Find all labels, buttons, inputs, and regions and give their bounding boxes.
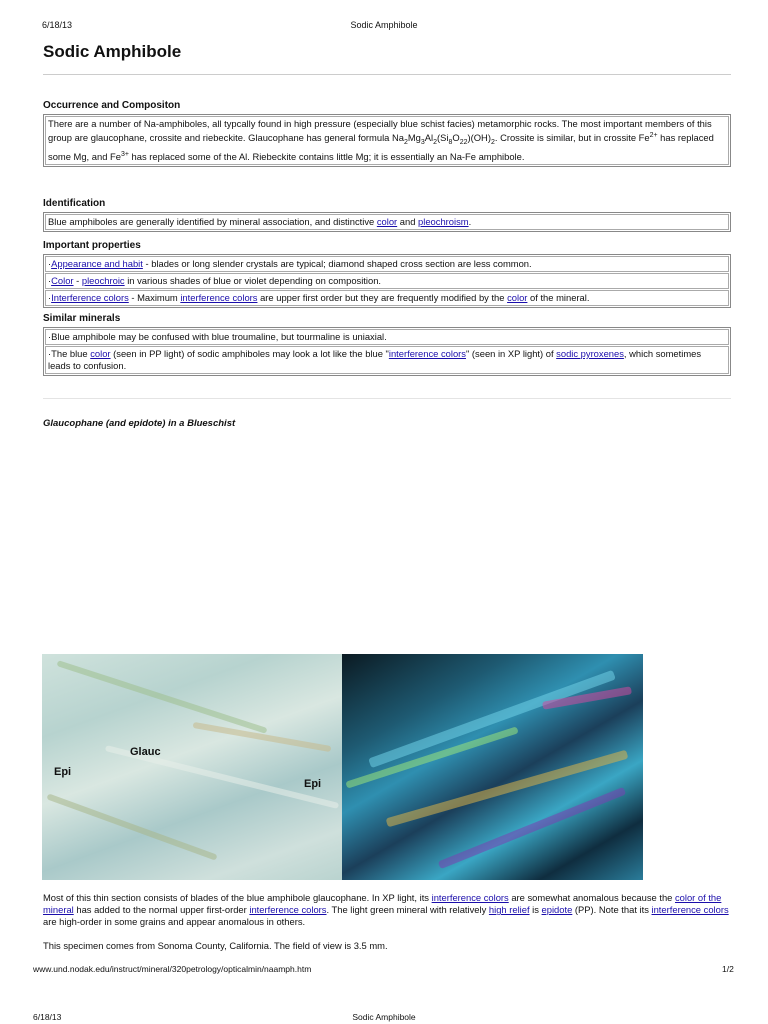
print-title: Sodic Amphibole bbox=[350, 20, 418, 30]
text-part: " (seen in XP light) of bbox=[465, 348, 557, 359]
identification-heading: Identification bbox=[43, 198, 106, 209]
text-part: are upper first order but they are frequently modified by the bbox=[257, 292, 508, 303]
properties-section bbox=[43, 240, 731, 308]
next-page-title: Sodic Amphibole bbox=[352, 1012, 416, 1022]
interference-colors-link[interactable]: interference colors bbox=[431, 892, 509, 903]
formula-part: O bbox=[452, 132, 460, 144]
pleochroism-link[interactable]: pleochroism bbox=[418, 216, 469, 227]
property-row-interference bbox=[45, 290, 729, 306]
footer-page-number: 1/2 bbox=[722, 964, 734, 974]
epi-label-left: Epi bbox=[54, 766, 72, 778]
formula-part: Al bbox=[424, 132, 434, 144]
occurrence-text-part: has replaced some of the Al. Riebeckite contains little Mg; it is essentially an Na-Fe amphibole. bbox=[128, 151, 525, 163]
occurrence-text bbox=[45, 116, 729, 165]
print-date: 6/18/13 bbox=[42, 20, 73, 30]
specimen-note: This specimen comes from Sonoma County, California. The field of view is 3.5 mm. bbox=[43, 940, 388, 951]
text-part: has added to the normal upper first-order bbox=[73, 904, 250, 915]
occurrence-text-part: has replaced some Mg, and Fe bbox=[48, 132, 714, 163]
mineral-streak bbox=[368, 670, 616, 768]
formula-part: Mg bbox=[407, 132, 421, 144]
mineral-streak bbox=[56, 660, 267, 734]
text-part: are high-order in some grains and appear anomalous in others. bbox=[43, 916, 306, 927]
text-part: is bbox=[529, 904, 542, 915]
mineral-streak bbox=[46, 793, 217, 860]
text-part: - blades or long slender crystals are typical; diamond shaped cross section are less common. bbox=[142, 258, 532, 269]
text-part: - bbox=[73, 275, 82, 286]
similar-row-pyroxene bbox=[45, 346, 729, 374]
text-part: and bbox=[397, 216, 419, 227]
charge-sup: 3+ bbox=[120, 151, 129, 158]
formula-sub: 2 bbox=[490, 139, 495, 146]
text-part: (seen in PP light) of sodic amphiboles may look a lot like the blue " bbox=[110, 348, 389, 359]
text-part: of the mineral. bbox=[527, 292, 590, 303]
property-row-habit bbox=[45, 256, 729, 272]
appearance-habit-link[interactable]: Appearance and habit bbox=[51, 258, 143, 269]
charge-sup: 2+ bbox=[649, 132, 658, 139]
color-link[interactable]: Color bbox=[51, 275, 74, 286]
occurrence-section bbox=[43, 100, 731, 167]
interference-colors-link[interactable]: interference colors bbox=[651, 904, 729, 915]
text-part: - Maximum bbox=[128, 292, 181, 303]
text-part: . The light green mineral with relatively bbox=[326, 904, 489, 915]
text-part: in various shades of blue or violet depending on composition. bbox=[124, 275, 382, 286]
formula-sub: 2 bbox=[433, 139, 438, 146]
text-part: ·The blue bbox=[48, 348, 91, 359]
text-part: . bbox=[468, 216, 472, 227]
similar-table bbox=[43, 327, 731, 376]
occurrence-heading: Occurrence and Compositon bbox=[43, 100, 181, 111]
formula-part: (Si bbox=[437, 132, 449, 144]
page-title: Sodic Amphibole bbox=[43, 42, 182, 61]
figure-caption: Glaucophane (and epidote) in a Blueschist bbox=[43, 418, 236, 429]
similar-section bbox=[43, 313, 731, 376]
formula-sub: 3 bbox=[420, 139, 425, 146]
bullet: · bbox=[48, 275, 52, 286]
formula-sub: 8 bbox=[448, 139, 453, 146]
xp-photomicrograph bbox=[342, 654, 643, 880]
glauc-label: Glauc bbox=[130, 746, 161, 758]
identification-text bbox=[45, 214, 729, 230]
print-header bbox=[0, 0, 768, 30]
section-divider bbox=[43, 398, 731, 399]
formula-sub: 2 bbox=[403, 139, 408, 146]
interference-colors-link[interactable]: interference colors bbox=[388, 348, 466, 359]
interference-colors-link[interactable]: interference colors bbox=[180, 292, 258, 303]
properties-table bbox=[43, 254, 731, 308]
color-of-mineral-link[interactable]: color of the mineral bbox=[43, 892, 722, 915]
text-part: Most of this thin section consists of blades of the blue amphibole glaucophane. In XP light, its bbox=[43, 892, 432, 903]
property-row-color bbox=[45, 273, 729, 289]
text-part: (PP). Note that its bbox=[572, 904, 652, 915]
epidote-link[interactable]: epidote bbox=[541, 904, 573, 915]
figure-description bbox=[43, 892, 733, 928]
pleochroic-link[interactable]: pleochroic bbox=[81, 275, 125, 286]
text-part: are somewhat anomalous because the bbox=[508, 892, 675, 903]
epi-label-right: Epi bbox=[304, 778, 322, 790]
identification-section bbox=[43, 198, 731, 232]
text-part: Blue amphiboles are generally identified by mineral association, and distinctive bbox=[48, 216, 377, 227]
sodic-pyroxenes-link[interactable]: sodic pyroxenes bbox=[556, 348, 624, 359]
properties-heading: Important properties bbox=[43, 240, 141, 251]
bullet: · bbox=[48, 292, 52, 303]
footer-url: www.und.nodak.edu/instruct/mineral/320petrology/opticalmin/naamph.htm bbox=[33, 964, 312, 974]
color-link[interactable]: color bbox=[90, 348, 111, 359]
occurrence-text-part: . Crossite is similar, but in crossite Fe bbox=[494, 132, 650, 144]
occurrence-text-part: There are a number of Na-amphiboles, all typcally found in high pressure (especially blue schist facies) metamorphic rocks. The most important members of this group are glaucophane, crossite and riebeckite. Glaucophane has general formula Na bbox=[48, 118, 712, 144]
text-part: , which sometimes leads to confusion. bbox=[48, 348, 702, 371]
formula-part: )(OH) bbox=[467, 132, 491, 144]
pp-photomicrograph bbox=[42, 654, 343, 880]
high-relief-link[interactable]: high relief bbox=[488, 904, 530, 915]
color-link[interactable]: color bbox=[507, 292, 528, 303]
occurrence-table bbox=[43, 114, 731, 167]
color-link[interactable]: color bbox=[376, 216, 398, 227]
identification-table bbox=[43, 212, 731, 232]
similar-heading: Similar minerals bbox=[43, 313, 121, 324]
interference-colors-link[interactable]: interference colors bbox=[249, 904, 327, 915]
formula-sub: 22 bbox=[459, 139, 468, 146]
title-divider bbox=[43, 74, 731, 75]
bullet: · bbox=[48, 258, 52, 269]
interference-colors-link[interactable]: Interference colors bbox=[51, 292, 129, 303]
similar-row-tourmaline: ·Blue amphibole may be confused with blue troumaline, but tourmaline is uniaxial. bbox=[45, 329, 729, 345]
next-page-date: 6/18/13 bbox=[33, 1012, 62, 1022]
